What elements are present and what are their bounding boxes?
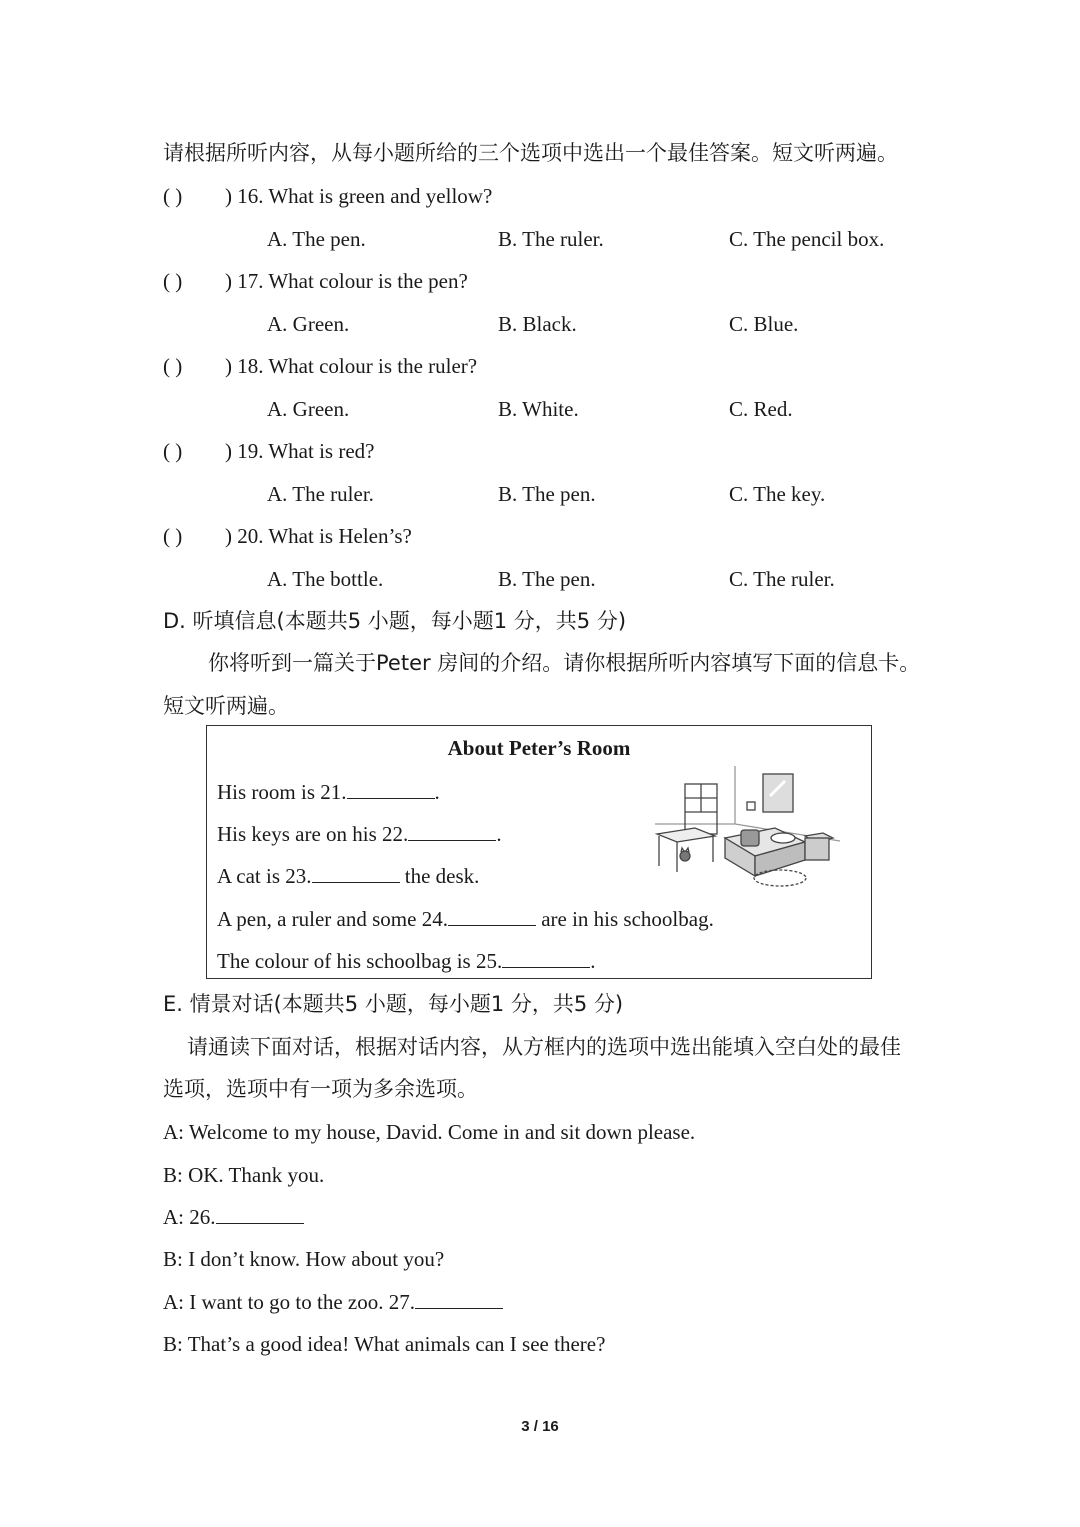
info-card (206, 725, 872, 979)
answer-paren-16[interactable]: ( ) (163, 184, 183, 208)
info-line-24-end: are in his schoolbag. (535, 907, 714, 931)
info-line-22 (217, 820, 502, 848)
info-card-title: About Peter’s Room (447, 736, 631, 760)
dialogue-line-1: A: Welcome to my house, David. Come in and sit down please. (163, 1120, 696, 1144)
blank-23[interactable] (312, 864, 400, 883)
blank-22[interactable] (408, 822, 496, 841)
option-18-a: A. Green. (267, 397, 350, 421)
question-16: ) 16. What is green and yellow? (225, 184, 493, 208)
option-17-b: B. Black. (498, 312, 577, 336)
section-d-heading: D. 听填信息(本题共5 小题，每小题1 分，共5 分) (163, 609, 627, 633)
section-e-intro-2: 选项，选项中有一项为多余选项。 (163, 1077, 478, 1101)
answer-paren-20[interactable]: ( ) (163, 524, 183, 548)
info-line-23-end: the desk. (399, 864, 480, 888)
dialogue-line-3 (163, 1203, 304, 1231)
option-16-a: A. The pen. (267, 227, 366, 251)
info-line-21-end: . (434, 780, 440, 804)
question-20: ) 20. What is Helen’s? (225, 524, 412, 548)
answer-paren-19[interactable]: ( ) (163, 439, 183, 463)
dialogue-line-3-text: A: 26. (163, 1205, 216, 1229)
option-16-b: B. The ruler. (498, 227, 604, 251)
option-17-c: C. Blue. (729, 312, 799, 336)
option-18-b: B. White. (498, 397, 579, 421)
blank-27[interactable] (415, 1290, 503, 1309)
dialogue-line-5-text: A: I want to go to the zoo. 27. (163, 1290, 415, 1314)
section-e-intro-1: 请通读下面对话，根据对话内容，从方框内的选项中选出能填入空白处的最佳 (187, 1035, 901, 1059)
option-19-b: B. The pen. (498, 482, 596, 506)
blank-25[interactable] (502, 949, 590, 968)
info-line-22-end: . (496, 822, 502, 846)
info-line-23 (217, 862, 479, 890)
page-number: 3 / 16 (521, 1418, 559, 1435)
blank-26[interactable] (216, 1205, 304, 1224)
section-d-intro-2: 短文听两遍。 (163, 694, 289, 718)
section-e-heading: E. 情景对话(本题共5 小题，每小题1 分，共5 分) (163, 992, 624, 1016)
dialogue-line-4: B: I don’t know. How about you? (163, 1247, 445, 1271)
blank-21[interactable] (347, 780, 435, 799)
info-line-23-text: A cat is 23. (217, 864, 312, 888)
question-18: ) 18. What colour is the ruler? (225, 354, 478, 378)
answer-paren-17[interactable]: ( ) (163, 269, 183, 293)
dialogue-line-6: B: That’s a good idea! What animals can I see there? (163, 1332, 606, 1356)
answer-paren-18[interactable]: ( ) (163, 354, 183, 378)
question-17: ) 17. What colour is the pen? (225, 269, 468, 293)
info-line-25 (217, 947, 595, 975)
info-line-25-end: . (590, 949, 596, 973)
option-19-c: C. The key. (729, 482, 826, 506)
dialogue-line-5 (163, 1288, 503, 1316)
option-20-c: C. The ruler. (729, 567, 835, 591)
option-16-c: C. The pencil box. (729, 227, 885, 251)
option-18-c: C. Red. (729, 397, 793, 421)
option-20-b: B. The pen. (498, 567, 596, 591)
info-line-25-text: The colour of his schoolbag is 25. (217, 949, 503, 973)
option-19-a: A. The ruler. (267, 482, 374, 506)
info-line-22-text: His keys are on his 22. (217, 822, 409, 846)
question-19: ) 19. What is red? (225, 439, 375, 463)
option-17-a: A. Green. (267, 312, 350, 336)
blank-24[interactable] (448, 907, 536, 926)
info-line-21 (217, 778, 440, 806)
info-line-24 (217, 905, 714, 933)
option-20-a: A. The bottle. (267, 567, 384, 591)
bedroom-illustration (655, 766, 840, 891)
info-line-24-text: A pen, a ruler and some 24. (217, 907, 448, 931)
section-d-intro-1: 你将听到一篇关于Peter 房间的介绍。请你根据所听内容填写下面的信息卡。 (208, 651, 921, 675)
dialogue-line-2: B: OK. Thank you. (163, 1163, 325, 1187)
section-c-instruction: 请根据所听内容，从每小题所给的三个选项中选出一个最佳答案。短文听两遍。 (163, 141, 898, 165)
info-line-21-text: His room is 21. (217, 780, 347, 804)
